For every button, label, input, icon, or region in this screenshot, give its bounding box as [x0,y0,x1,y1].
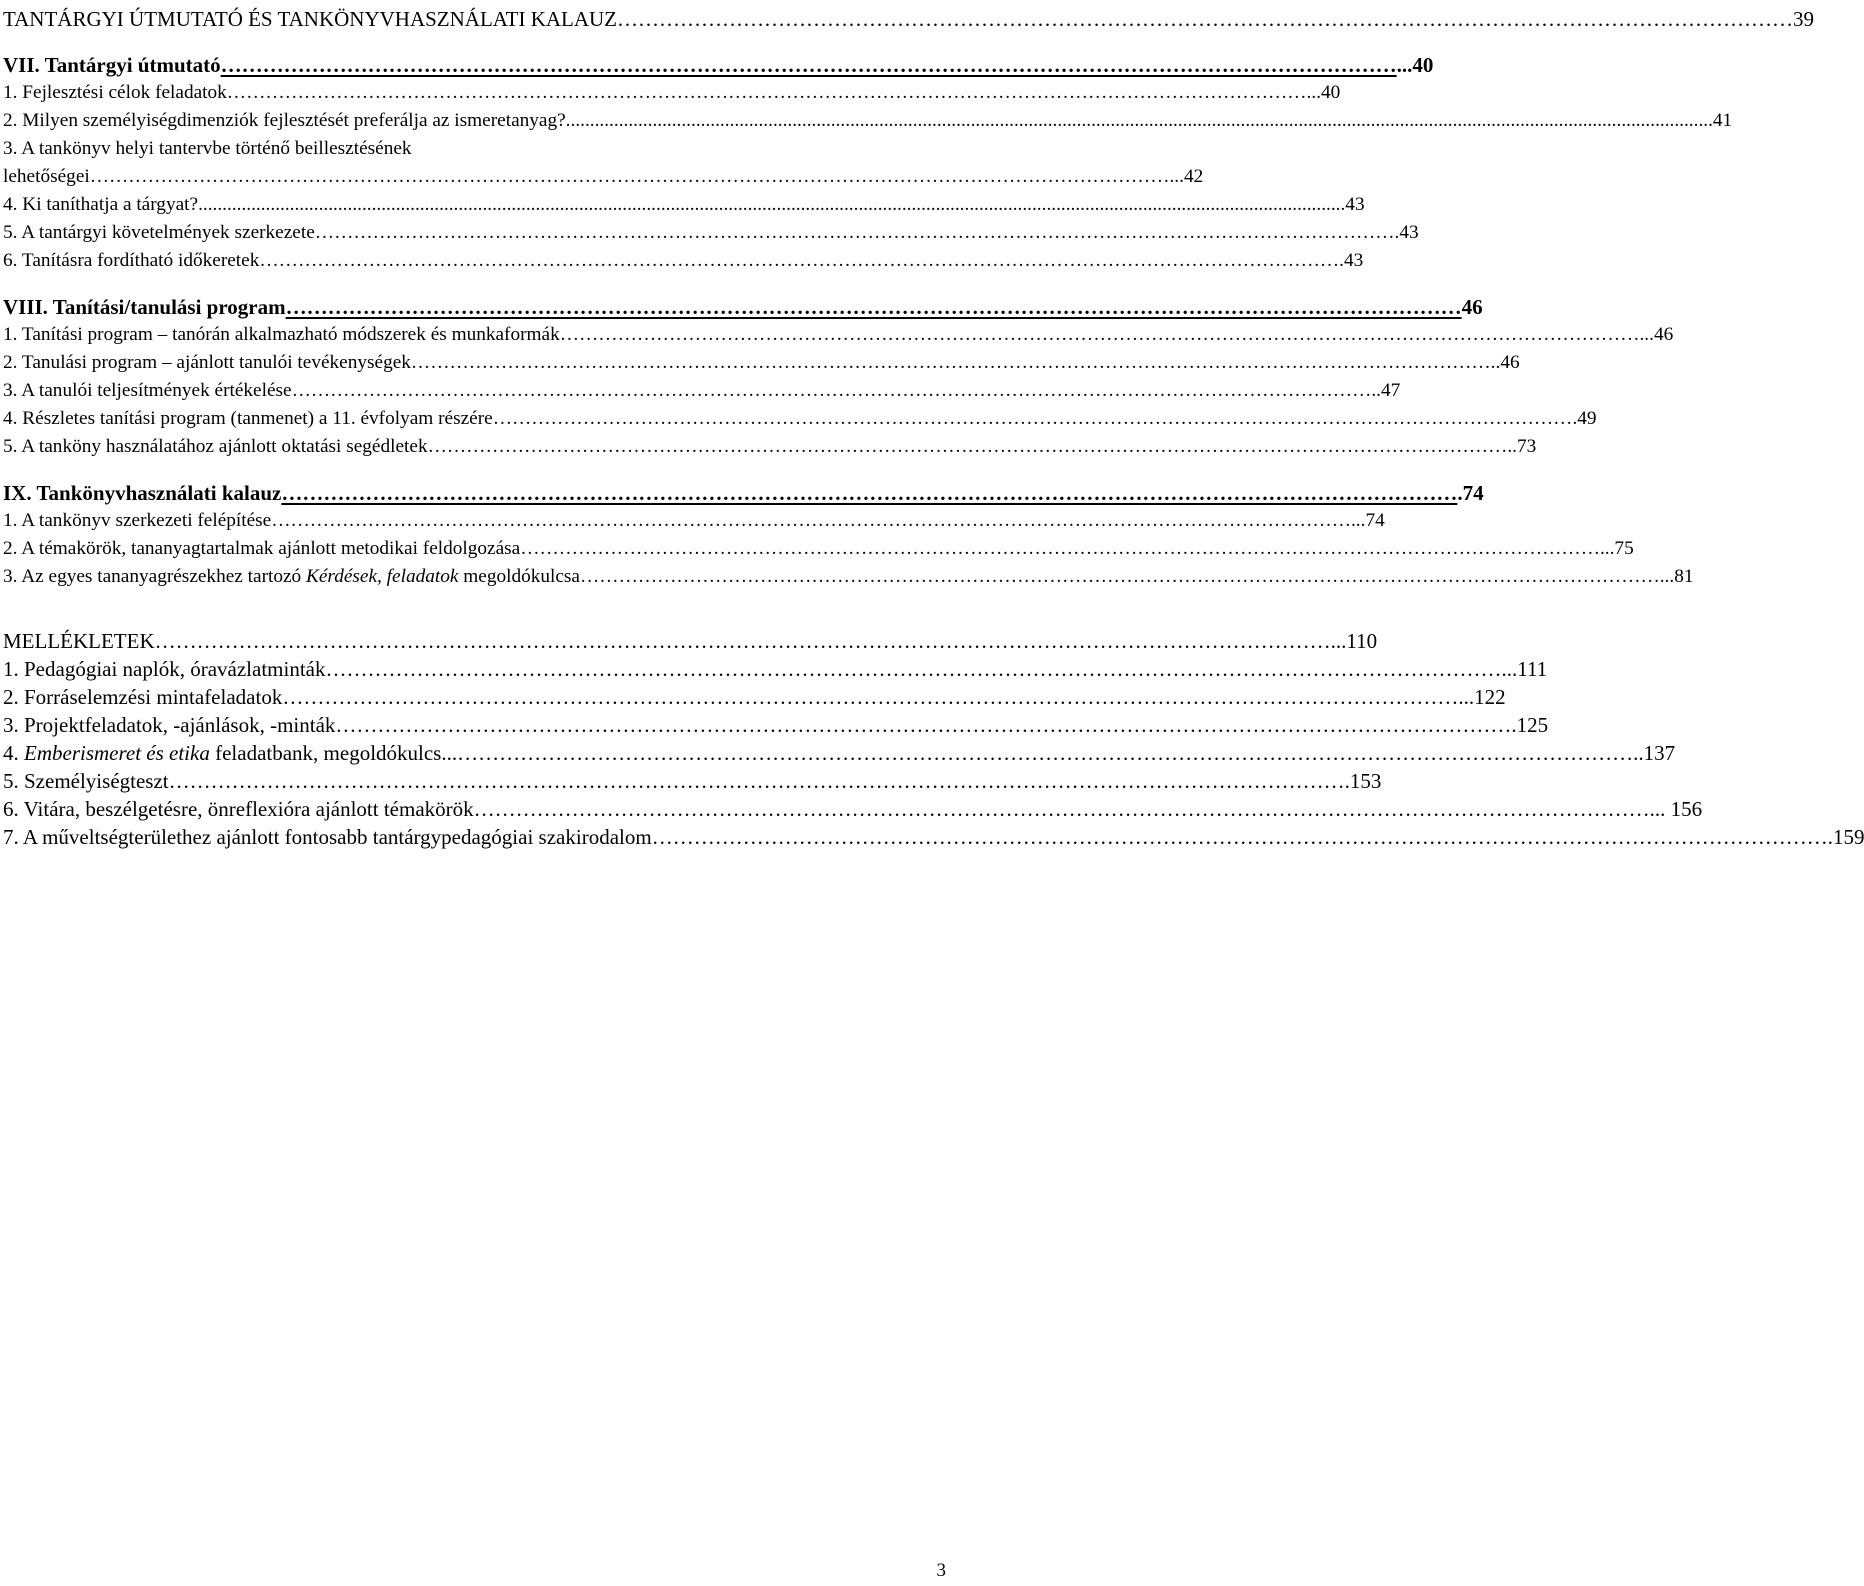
toc-entry-text [3,563,580,591]
section-heading-appendices [3,627,1378,655]
toc-entry-page: ...111 [1501,657,1548,681]
toc-entry-page: ...42 [1169,166,1204,187]
toc-entry-text: 7. A műveltségterülethez ajánlott fontosabb tantárgypedagógiai szakirodalom [3,825,652,849]
toc-leader [282,683,1458,711]
toc-leader [227,79,1307,107]
toc-leader [457,739,1633,767]
toc-leader [411,349,1491,377]
toc-leader [292,377,1372,405]
toc-entry-text: 5. A tanköny használatához ajánlott oktatási segédletek [3,436,428,457]
toc-leader [315,219,1395,247]
toc-entry [3,655,1548,683]
toc-entry-text-part: 3. Az egyes tananyagrészekhez tartozó [3,566,307,587]
toc-leader [286,293,1462,321]
toc-entry-page: ..137 [1633,741,1676,765]
toc-entry [3,191,1365,219]
toc-leader [652,823,1828,851]
toc-header [3,5,1815,33]
toc-entry-page: ...41 [1698,110,1733,131]
toc-entry [3,107,1733,135]
toc-entry-text-italic: Emberismeret és etika [24,741,210,765]
toc-entry-page: ...43 [1330,194,1365,215]
toc-entry [3,711,1549,739]
toc-entry-page: ...74 [1350,510,1385,531]
toc-entry-text: 5. A tantárgyi követelmények szerkezete [3,222,315,243]
toc-leader [566,107,1699,135]
toc-entry-page: .125 [1511,713,1549,737]
toc-entry [3,433,1537,461]
toc-entry-continuation [3,163,1204,191]
toc-entry [3,219,1419,247]
section-heading-viii [3,293,1483,321]
toc-leader [198,191,1331,219]
toc-entry-page: ...81 [1659,566,1694,587]
toc-leader [335,711,1511,739]
toc-leader [580,563,1660,591]
toc-entry-text: 4. Ki taníthatja a tárgyat? [3,194,199,215]
toc-entry-page: ..46 [1490,352,1520,373]
section-heading-page: 46 [1461,295,1483,319]
toc-entry [3,795,1703,823]
toc-entry [3,767,1382,795]
table-of-contents [3,5,1864,851]
toc-entry-text: 1. Fejlesztési célok feladatok [3,82,227,103]
toc-entry-text: lehetőségei [3,166,90,187]
section-heading-text: MELLÉKLETEK [3,629,155,653]
toc-entry-text-part: feladatbank, megoldókulcs... [209,741,458,765]
toc-entry-text: 6. Vitára, beszélgetésre, önreflexióra ajánlott témakörök [3,797,474,821]
toc-entry-text-part: megoldókulcsa [458,566,580,587]
toc-entry-text: 2. Forráselemzési mintafeladatok [3,685,283,709]
toc-entry [3,377,1401,405]
toc-entry-page: ...46 [1639,324,1674,345]
toc-entry-text: 3. Projektfeladatok, -ajánlások, -minták [3,713,336,737]
toc-entry [3,739,1676,767]
toc-entry-text: 1. A tankönyv szerkezeti felépítése [3,510,272,531]
toc-entry-text: 1. Tanítási program – tanórán alkalmazható módszerek és munkaformák [3,324,560,345]
toc-entry-page: .49 [1572,408,1597,429]
toc-entry [3,507,1385,535]
toc-leader [90,163,1170,191]
toc-entry [3,79,1341,107]
page-number: 3 [936,1560,946,1581]
toc-entry-text: 4. Részletes tanítási program (tanmenet) a 11. évfolyam részére [3,408,493,429]
section-heading-text: VII. Tantárgyi útmutató [3,53,221,77]
toc-leader [169,767,1345,795]
toc-leader [271,507,1351,535]
toc-leader [155,627,1331,655]
toc-entry-text: 5. Személyiségteszt [3,769,169,793]
toc-entry [3,563,1694,591]
toc-leader [474,795,1650,823]
toc-entry-text [3,739,457,767]
section-heading-text: IX. Tankönyvhasználati kalauz [3,481,282,505]
toc-header-page: 39 [1793,7,1815,31]
toc-leader [560,321,1640,349]
toc-leader [617,5,1793,33]
toc-entry [3,405,1597,433]
section-heading-page: .74 [1457,481,1484,505]
section-heading-vii [3,51,1434,79]
toc-entry-text: 1. Pedagógiai naplók, óravázlatminták [3,657,326,681]
toc-entry-text: 3. A tankönyv helyi tantervbe történő beillesztésének [3,138,412,159]
section-heading-text: VIII. Tanítási/tanulási program [3,295,286,319]
toc-entry [3,321,1674,349]
toc-entry-text-italic: Kérdések, feladatok [306,566,459,587]
toc-entry-page: .43 [1339,250,1364,271]
toc-leader [259,247,1339,275]
section-heading-page: ...110 [1330,629,1378,653]
toc-entry [3,535,1634,563]
toc-entry [3,823,1864,851]
toc-entry-page: .159 [1827,825,1864,849]
toc-entry-page: ..73 [1507,436,1537,457]
section-heading-ix [3,479,1484,507]
toc-entry-text: 2. Milyen személyiségdimenziók fejlesztését preferálja az ismeretanyag? [3,110,566,131]
toc-entry-text: 6. Tanításra fordítható időkeretek [3,250,260,271]
toc-entry [3,247,1364,275]
toc-entry-page: ...75 [1599,538,1634,559]
toc-header-title: TANTÁRGYI ÚTMUTATÓ ÉS TANKÖNYVHASZNÁLATI KALAUZ [3,7,618,31]
toc-entry-page: .43 [1394,222,1419,243]
toc-entry-page: ... 156 [1649,797,1703,821]
toc-entry-first-line [3,135,951,163]
toc-entry-page: ...122 [1458,685,1506,709]
toc-entry [3,349,1520,377]
toc-entry-page: .153 [1344,769,1382,793]
toc-entry [3,683,1506,711]
toc-entry-text: 3. A tanulói teljesítmények értékelése [3,380,292,401]
toc-leader [326,655,1502,683]
section-heading-page: ...40 [1396,53,1434,77]
toc-leader [428,433,1508,461]
toc-leader [520,535,1600,563]
toc-entry-text: 2. A témakörök, tananyagtartalmak ajánlott metodikai feldolgozása [3,538,521,559]
toc-entry-text: 2. Tanulási program – ajánlott tanulói tevékenységek [3,352,411,373]
toc-entry-page: ..47 [1371,380,1401,401]
toc-leader [493,405,1573,433]
toc-leader [221,51,1397,79]
toc-entry-text-part: 4. [3,741,24,765]
toc-leader [281,479,1457,507]
toc-entry-page: ...40 [1306,82,1341,103]
